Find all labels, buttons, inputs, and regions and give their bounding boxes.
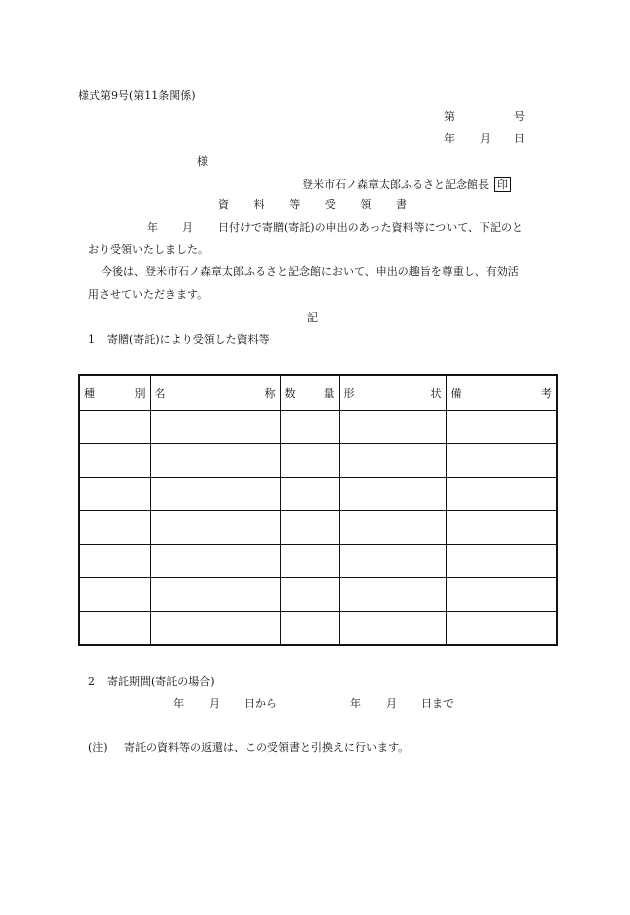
table-cell (79, 511, 150, 544)
table-row (79, 611, 557, 645)
period-month-end: 月 (386, 697, 397, 710)
table-cell (79, 444, 150, 477)
title-char: 受 (324, 198, 336, 211)
doc-number-go: 号 (514, 110, 525, 123)
table-cell (79, 411, 150, 444)
title-char: 書 (395, 198, 407, 211)
period-from: 日から (244, 697, 277, 710)
table-cell (280, 411, 339, 444)
title-char: 料 (253, 198, 265, 211)
table-cell (446, 411, 557, 444)
table-cell (150, 611, 280, 645)
table-row (79, 411, 557, 444)
title-char: 等 (289, 198, 301, 211)
table-cell (446, 544, 557, 577)
table-row (79, 477, 557, 510)
header-suryo: 数 量 (280, 375, 339, 411)
table-cell (339, 511, 446, 544)
section1-number: 1 (88, 333, 95, 346)
table-cell (150, 444, 280, 477)
header-keijo: 形 状 (339, 375, 446, 411)
table-cell (280, 444, 339, 477)
section2-label: 寄託期間(寄託の場合) (107, 675, 215, 688)
table-cell (446, 477, 557, 510)
table-cell (150, 511, 280, 544)
issuer-line (302, 177, 511, 192)
body-line1: 日付けで寄贈(寄託)の申出のあった資料等について、下記のと (218, 221, 524, 234)
table-cell (79, 477, 150, 510)
materials-table (78, 374, 558, 646)
table-cell (280, 544, 339, 577)
body-line2: おり受領いたしました。 (88, 243, 209, 256)
table-row (79, 511, 557, 544)
header-shubetsu: 種 別 (79, 375, 150, 411)
table-cell (339, 444, 446, 477)
ki-heading: 記 (307, 311, 318, 324)
period-year-start: 年 (173, 697, 184, 710)
seal-mark: 印 (494, 177, 511, 192)
table-cell (339, 411, 446, 444)
table-cell (446, 511, 557, 544)
table-cell (339, 611, 446, 645)
table-cell (339, 477, 446, 510)
period-to: 日まで (421, 697, 454, 710)
note-label: (注) (88, 741, 108, 754)
note-text: 寄託の資料等の返還は、この受領書と引換えに行います。 (124, 741, 410, 754)
table-row (79, 544, 557, 577)
body-month: 月 (182, 221, 193, 234)
addressee-suffix: 様 (197, 155, 208, 168)
table-cell (150, 544, 280, 577)
section2-number: 2 (88, 675, 95, 688)
header-meisho: 名 称 (150, 375, 280, 411)
table-cell (339, 578, 446, 611)
section1-label: 寄贈(寄託)により受領した資料等 (107, 333, 270, 346)
doc-date-day: 日 (514, 132, 525, 145)
table-cell (79, 611, 150, 645)
title-char: 領 (360, 198, 372, 211)
period-year-end: 年 (350, 697, 361, 710)
table-header-row (79, 375, 557, 411)
title-char: 資 (218, 198, 229, 211)
table-cell (150, 578, 280, 611)
table-cell (280, 611, 339, 645)
table-cell (280, 578, 339, 611)
doc-date-month: 月 (480, 132, 491, 145)
table-cell (79, 578, 150, 611)
period-month-start: 月 (209, 697, 220, 710)
doc-number-dai: 第 (444, 110, 455, 123)
table-cell (79, 544, 150, 577)
form-label: 様式第9号(第11条関係) (78, 89, 196, 102)
table-cell (150, 411, 280, 444)
body-line4: 用させていただきます。 (88, 288, 209, 301)
table-cell (446, 611, 557, 645)
doc-date-year: 年 (444, 132, 455, 145)
document-title (218, 198, 407, 212)
table-row (79, 444, 557, 477)
table-cell (280, 477, 339, 510)
table-cell (150, 477, 280, 510)
header-biko: 備 考 (446, 375, 557, 411)
body-line3: 今後は、登米市石ノ森章太郎ふるさと記念館において、申出の趣旨を尊重し、有効活 (101, 265, 519, 278)
issuer-name: 登米市石ノ森章太郎ふるさと記念館長 (302, 178, 489, 191)
table-cell (339, 544, 446, 577)
table-row (79, 578, 557, 611)
table-cell (446, 444, 557, 477)
body-year: 年 (147, 221, 158, 234)
table-cell (280, 511, 339, 544)
table-cell (446, 578, 557, 611)
